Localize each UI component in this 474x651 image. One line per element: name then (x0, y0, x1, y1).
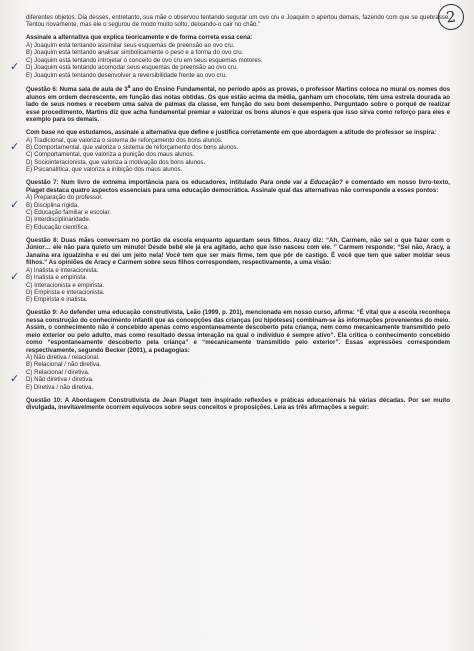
page-content (10, 14, 450, 412)
q6-option-b-text: B) Comportamental, que valoriza o sistema de reforçamento dos bons alunos. (26, 144, 239, 152)
q8-stem: Questão 8: Duas mães conversam no portão da escola enquanto aguardam seus filhos. Aracy diz: “Ah, Carmem, não sei o que fazer com o Júnior… ele não para quieto um minuto! Desde bebê ele já era agitado, acho que isso nasceu com ele. ” Carmem responde: “Sei não, Aracy, a Janaína era igualzinha e eu dei um jeito nela! Você tem que ser mais firme, tem que pôr de castigo. É você que tem que saber moldar seus filhos.” As opiniões de Aracy e Carmem sobre seus filhos correspondem, respectivamente, a uma visão: (26, 236, 450, 267)
q6-stem: Questão 6: Numa sala de aula de 3$^a$ ano do Ensino Fundamental, no período após as provas, o professor Martins coloca no mural os nomes dos alunos em ordem decrescente, em função das notas obtidas. Os que estão acima da média, ganham um chocolate, têm uma estrela dourada ao lado de seus nomes e recebem uma salva de palmas da classe, em função do seu bom desempenho. Perguntado sobre o porquê de realizar esse procedimento, Martins diz que acha fundamental premiar e valorizar os bons alunos e que espera que isso sirva como reforço para eles e exemplo para os demais. (26, 84, 450, 124)
check-mark-icon: ✓ (10, 372, 20, 386)
q9-option-d-text: D) Não diretiva / diretiva. (26, 376, 94, 384)
q8-option-a: A) Inatista e interacionista. (26, 266, 99, 274)
q7-option-c: C) Educação familiar e escolar. (26, 209, 111, 217)
q8-option-c: C) Interacionista e empirista. (26, 281, 105, 289)
q6-option-c: C) Comportamental, que valoriza a punição dos maus alunos. (26, 151, 195, 159)
q6-option-a: A) Tradicional, que valoriza o sistema de reforçamento dos bons alunos. (26, 136, 223, 144)
q6-option-e: E) Psicanalítica, que valoriza a inibição dos maus alunos. (26, 166, 183, 174)
q9-option-b: B) Relacional / não diretiva. (26, 361, 102, 369)
q8-option-d: D) Empirista e interacionista. (26, 288, 105, 296)
q6-option-d: D) Sociointeracionista, que valoriza a motivação dos bons alunos. (26, 158, 206, 166)
q7-option-a: A) Preparação do professor. (26, 194, 103, 202)
q7-stem: Questão 7: Num livro de extrema importância para os educadores, intitulado Para onde vai a Educação? e comentado em nosso livro-texto, Piaget destaca quatro aspectos essenciais para uma educação democrática. Assinale qual das alternativas não corresponde a esses pontos: (26, 179, 450, 194)
q5-option-d-text: D) Joaquim está tentando acomodar seus esquemas de preensão ao ovo cru. (26, 64, 238, 72)
q5-option-c: C) Joaquim está tentando introjetar o conceito de ovo cru em seus esquemas motores. (26, 56, 263, 64)
intro-text: diferentes objetos. Dia desses, entretanto, sua mãe o observou tentando segurar um ovo cru e Joaquim o apertou demais, fazendo com que se quebrasse. Tentou novamente, mas ele o segurou de modo muito solto, deixando-o cair no chão.” (26, 14, 450, 29)
check-mark-icon: ✓ (10, 197, 20, 211)
q9-option-c: C) Relacional / diretiva. (26, 368, 90, 376)
q10-stem: Questão 10: A Abordagem Construtivista de Jean Piaget tem inspirado reflexões e práticas educacionais há várias décadas. Por ser muito divulgada, inevitavelmente ocorrem equívocos sobre seus conceitos e proposições. Leia as três afirmações a seguir: (26, 396, 450, 412)
q5-option-b: B) Joaquim está tentando analisar simbolicamente o peso e a forma do ovo cru. (26, 49, 244, 57)
check-mark-icon: ✓ (10, 270, 20, 284)
check-mark-icon: ✓ (10, 60, 20, 74)
q5-stem: Assinale a alternativa que explica teoricamente e de forma correta essa cena: (26, 34, 253, 42)
q8-option-b-text: B) Inatista e empirista. (26, 274, 88, 282)
check-mark-icon: ✓ (10, 140, 20, 154)
q9-option-e: E) Diretiva / não diretiva. (26, 383, 94, 391)
q7-option-e: E) Educação científica. (26, 223, 89, 231)
q5-option-a: A) Joaquim está tentando assimilar seus esquemas de preensão ao ovo cru. (26, 41, 235, 49)
q7-option-d: D) Interdisciplinaridade. (26, 216, 91, 224)
q7-option-b-text: B) Disciplina rígida. (26, 201, 79, 209)
q5-option-e: E) Joaquim está tentando desenvolver a reversibilidade frente ao ovo cru. (26, 71, 227, 79)
page-number: 2 (437, 3, 466, 32)
q8-option-e: E) Empirista e inatista. (26, 296, 88, 304)
q6-question: Com base no que estudamos, assinale a alternativa que define e justifica corretamente em que abordagem a atitude do professor se inspira: (26, 129, 437, 137)
q9-option-a: A) Não diretiva / relacional. (26, 353, 100, 361)
q9-stem: Questão 9: Ao defender uma educação construtivista, Leão (1999, p. 201), mencionada em nosso curso, afirma: “É vital que a escola reconheça nessa construção do conhecimento infantil que as concepções das crianças (ou hipóteses) combinam-se às informações provenientes do meio. Assim, o conhecimento não é concebido apenas como espontaneamente descoberto pela criança, nem como mecanicamente transmitido pelo meio exterior ou pelo adulto, mas como resultado dessa interação na qual o indivíduo é sempre ativo”. Ela critica o conhecimento concebido como “espontaneamente descoberto pela criança” e “mecanicamente transmitido pelo exterior”. Essas expressões correspondem respectivamente, segundo Becker (2001), a pedagogias: (26, 309, 450, 354)
